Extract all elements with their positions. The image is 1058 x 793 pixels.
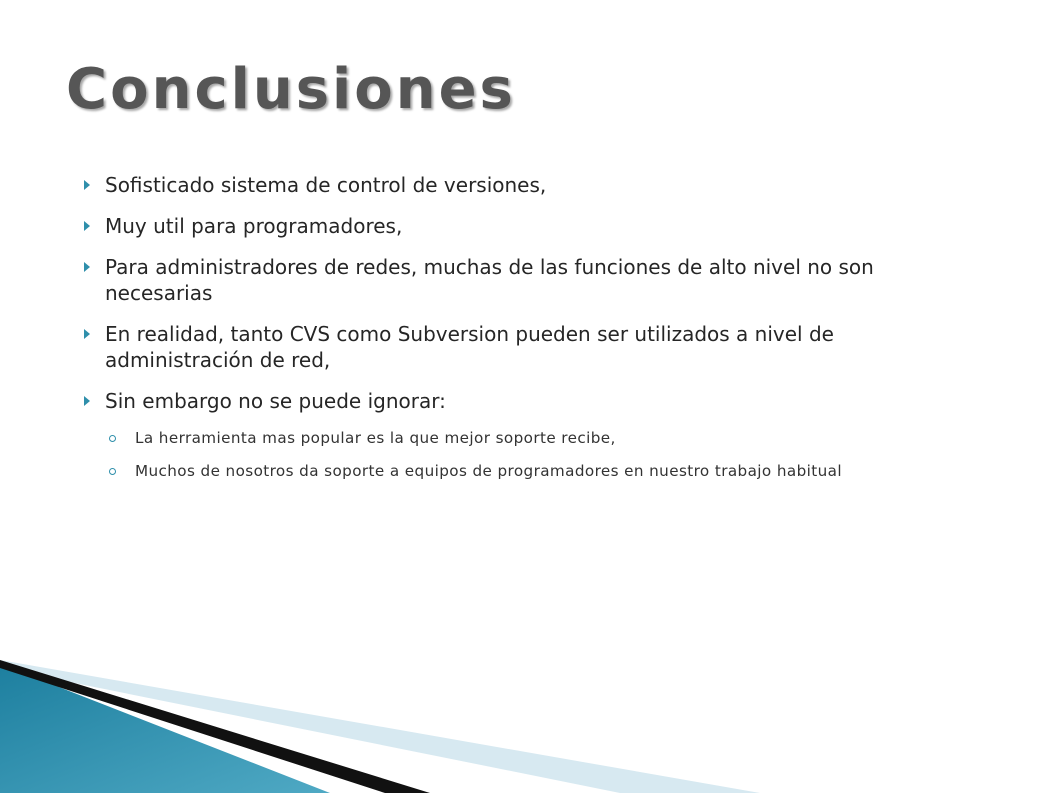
sub-bullet-item: [84, 429, 964, 448]
sub-bullet-text: Muchos de nosotros da soporte a equipos de programadores en nuestro trabajo habitual: [135, 462, 842, 480]
bullet-item: [84, 254, 964, 306]
bullet-text: Para administradores de redes, muchas de las funciones de alto nivel no son necesarias: [105, 255, 874, 305]
triangle-bullet-icon: [84, 329, 90, 339]
sub-bullet-item: [84, 462, 964, 481]
bullet-text: Sin embargo no se puede ignorar:: [105, 389, 446, 413]
slide-title: Conclusiones: [66, 57, 516, 122]
triangle-bullet-icon: [84, 221, 90, 231]
bullet-text: En realidad, tanto CVS como Subversion pueden ser utilizados a nivel de administración de red,: [105, 322, 834, 372]
circle-bullet-icon: [109, 435, 116, 442]
bullet-item: [84, 213, 964, 239]
bullet-text: Muy util para programadores,: [105, 214, 403, 238]
bullet-item: [84, 321, 964, 373]
bullet-item: [84, 172, 964, 198]
bullet-text: Sofisticado sistema de control de versiones,: [105, 173, 547, 197]
bullet-list: [84, 172, 964, 495]
triangle-bullet-icon: [84, 180, 90, 190]
triangle-bullet-icon: [84, 262, 90, 272]
bullet-item: [84, 388, 964, 414]
circle-bullet-icon: [109, 468, 116, 475]
sub-bullet-list: [84, 429, 964, 481]
triangle-bullet-icon: [84, 396, 90, 406]
sub-bullet-text: La herramienta mas popular es la que mejor soporte recibe,: [135, 429, 616, 447]
